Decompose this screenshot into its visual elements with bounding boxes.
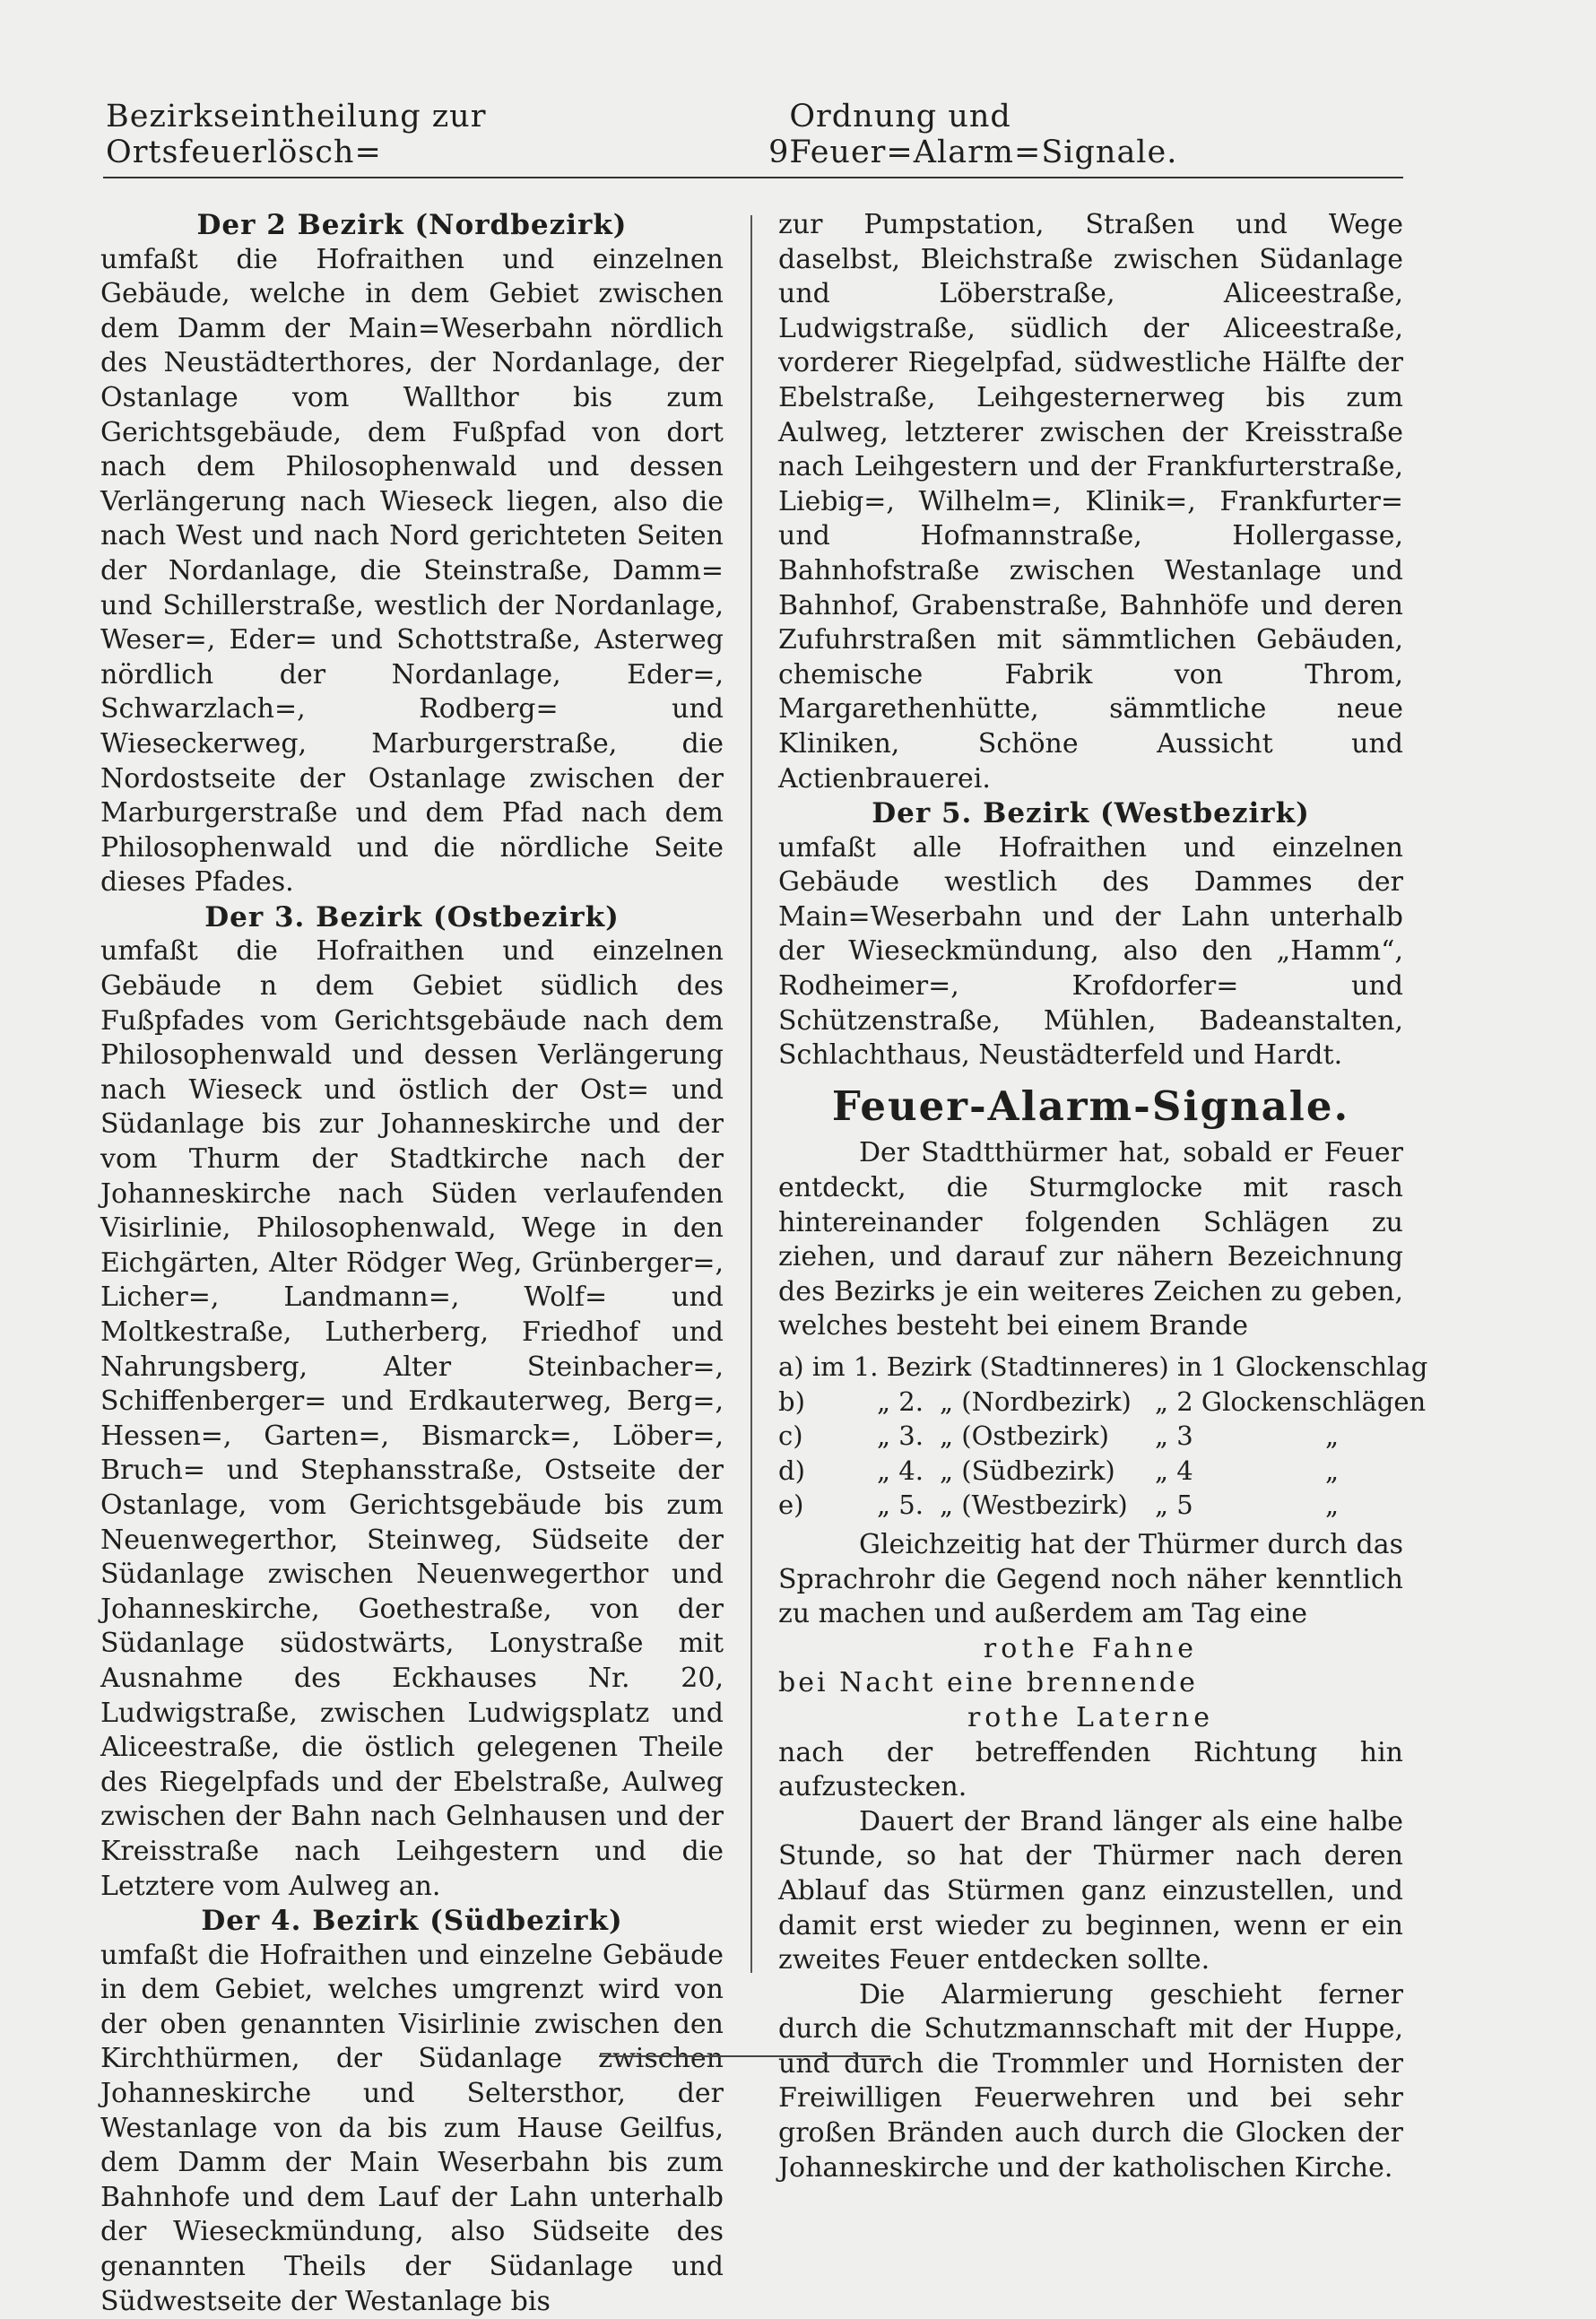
red-flag-line: rothe Fahne bbox=[983, 1632, 1199, 1664]
signal-row-b bbox=[778, 1385, 1427, 1420]
signal-district: „ (Südbezirk) bbox=[940, 1455, 1115, 1486]
column-divider bbox=[750, 215, 752, 1973]
signal-count: „ 3 bbox=[1155, 1420, 1193, 1452]
signal-district: „ (Westbezirk) bbox=[940, 1490, 1128, 1521]
header-left-title: Bezirkseintheilung zur Ortsfeuerlösch= bbox=[106, 99, 487, 170]
running-header bbox=[106, 99, 1406, 170]
district-5-heading: Der 5. Bezirk (Westbezirk) bbox=[872, 797, 1310, 830]
footer-rule bbox=[599, 2055, 890, 2057]
red-lantern-line: rothe Laterne bbox=[967, 1701, 1215, 1733]
signal-row-c bbox=[778, 1419, 1403, 1454]
signal-number: „ 2. bbox=[877, 1385, 924, 1417]
signal-tail: „ bbox=[1325, 1420, 1340, 1452]
signal-count: „ 2 Glockenschlägen bbox=[1155, 1385, 1427, 1417]
signal-list bbox=[778, 1350, 1428, 1523]
district-2-heading: Der 2 Bezirk (Nordbezirk) bbox=[196, 209, 628, 241]
signal-row-e bbox=[778, 1488, 1403, 1523]
direction-text: nach der betreffenden Richtung hin aufzustecken. bbox=[778, 1736, 1403, 1803]
signal-letter: d) bbox=[778, 1455, 805, 1486]
signal-a-text: a) im 1. Bezirk (Stadtinneres) in 1 Glockenschlag bbox=[778, 1351, 1428, 1382]
district-4-text: umfaßt die Hofraithen und einzelne Gebäude in dem Gebiet, welches umgrenzt wird von der oben genannten Visirlinie zwischen den Kirchthürmen, der Südanlage zwischen Johanneskirche und Seltersthor, der Westanlage von da bis zum Hause Geilfus, dem Damm der Main Weserbahn bis zum Bahnhofe und dem Lauf der Lahn unterhalb der Wieseckmündung, also Südseite des genannten Theils der Südanlage und Südwestseite der Westanlage bis bbox=[100, 1939, 724, 2317]
alarm-intro: Der Stadtthürmer hat, sobald er Feuer entdeckt, die Sturmglocke mit rasch hintereinander folgenden Schlägen zu ziehen, und darauf zur nähern Bezeichnung des Bezirks je ein weiteres Zeichen zu geben, welches besteht bei einem Brande bbox=[778, 1137, 1403, 1342]
signal-row-d bbox=[778, 1454, 1403, 1489]
district-5-text: umfaßt alle Hofraithen und einzelnen Gebäude westlich des Dammes der Main=Weserbahn und der Lahn unterhalb der Wieseckmündung, also den „Hamm“, Rodheimer=, Krofdorfer= und Schützenstraße, Mühlen, Badeanstalten, Schlachthaus, Neustädterfeld und Hardt. bbox=[778, 831, 1403, 1072]
page-number: 9 bbox=[768, 135, 790, 170]
night-line: bei Nacht eine brennende bbox=[778, 1667, 1198, 1699]
district-4-text-continued: zur Pumpstation, Straßen und Wege daselbst, Bleichstraße zwischen Südanlage und Löberstraße, Aliceestraße, Ludwigstraße, südlich der Aliceestraße, vorderer Riegelpfad, südwestliche Hälfte der Ebelstraße, Leihgesternerweg bis zum Aulweg, letzterer zwischen der Kreisstraße nach Leihgestern und der Frankfurterstraße, Liebig=, Wilhelm=, Klinik=, Frankfurter= und Hofmannstraße, Hollergasse, Bahnhofstraße zwischen Westanlage und Bahnhof, Grabenstraße, Bahnhöfe und deren Zufuhrstraßen mit sämmtlichen Gebäuden, chemische Fabrik von Throm, Margarethenhütte, sämmtliche neue Kliniken, Schöne Aussicht und Actienbrauerei. bbox=[778, 209, 1403, 795]
signal-tail: „ bbox=[1325, 1490, 1340, 1521]
signal-number: „ 5. bbox=[877, 1490, 924, 1521]
signal-district: „ (Nordbezirk) bbox=[940, 1385, 1132, 1417]
alarm-signals-heading: Feuer-Alarm-Signale. bbox=[831, 1081, 1350, 1130]
signal-number: „ 3. bbox=[877, 1420, 924, 1452]
signal-row-a bbox=[778, 1350, 1428, 1385]
district-3-heading: Der 3. Bezirk (Ostbezirk) bbox=[204, 900, 620, 934]
signal-count: „ 4 bbox=[1155, 1455, 1193, 1486]
district-2-text: umfaßt die Hofraithen und einzelnen Gebäude, welche in dem Gebiet zwischen dem Damm der Main=Weserbahn nördlich des Neustädterthores, der Nordanlage, der Ostanlage vom Wallthor bis zum Gerichtsgebäude, dem Fußpfad von dort nach dem Philosophenwald und dessen Verlängerung nach Wieseck liegen, also die nach West und nach Nord gerichteten Seiten der Nordanlage, die Steinstraße, Damm= und Schillerstraße, westlich der Nordanlage, Weser=, Eder= und Schottstraße, Asterweg nördlich der Nordanlage, Eder=, Schwarzlach=, Rodberg= und Wieseckerweg, Marburgerstraße, die Nordostseite der Ostanlage zwischen der Marburgerstraße und dem Pfad nach dem Philosophenwald und die nördliche Seite dieses Pfades. bbox=[100, 243, 724, 899]
header-rule bbox=[103, 177, 1403, 178]
signal-letter: e) bbox=[778, 1490, 804, 1521]
left-column bbox=[100, 208, 724, 2319]
signal-district: „ (Ostbezirk) bbox=[940, 1420, 1109, 1452]
simultaneous-text: Gleichzeitig hat der Thürmer durch das Sprachrohr die Gegend noch näher kenntlich zu machen und außerdem am Tag eine bbox=[778, 1528, 1403, 1630]
right-column bbox=[778, 208, 1428, 2185]
header-right-title: Ordnung und Feuer=Alarm=Signale. bbox=[789, 99, 1178, 170]
duration-text: Dauert der Brand länger als eine halbe Stunde, so hat der Thürmer nach deren Ablauf das Stürmen ganz einzustellen, und damit erst wieder zu beginnen, wenn er ein zweites Feuer entdecken sollte. bbox=[778, 1805, 1403, 1976]
district-4-heading: Der 4. Bezirk (Südbezirk) bbox=[201, 1905, 623, 1938]
signal-count: „ 5 bbox=[1155, 1490, 1193, 1521]
signal-number: „ 4. bbox=[877, 1455, 924, 1486]
district-3-text: umfaßt die Hofraithen und einzelnen Gebäude n dem Gebiet südlich des Fußpfades vom Gerichtsgebäude nach dem Philosophenwald und dessen Verlängerung nach Wieseck und östlich der Ost= und Südanlage bis zur Johanneskirche und der vom Thurm der Stadtkirche nach der Johanneskirche nach Süden verlaufenden Visirlinie, Philosophenwald, Wege in den Eichgärten, Alter Rödger Weg, Grünberger=, Licher=, Landmann=, Wolf= und Moltkestraße, Lutherberg, Friedhof und Nahrungsberg, Alter Steinbacher=, Schiffenberger= und Erdkauterweg, Berg=, Hessen=, Garten=, Bismarck=, Löber=, Bruch= und Stephansstraße, Ostseite der Ostanlage, vom Gerichtsgebäude bis zum Neuenwegerthor, Steinweg, Südseite der Südanlage zwischen Neuenwegerthor und Johanneskirche, Goethestraße, von der Südanlage südostwärts, Lonystraße mit Ausnahme des Eckhauses Nr. 20, Ludwigstraße, zwischen Ludwigsplatz und Aliceestraße, die östlich gelegenen Theile des Riegelpfads und der Ebelstraße, Aulweg zwischen der Bahn nach Gelnhausen und der Kreisstraße nach Leihgestern und die Letztere vom Aulweg an. bbox=[100, 935, 724, 1902]
signal-tail bbox=[1325, 1385, 1403, 1420]
alarm-means-text: Die Alarmierung geschieht ferner durch die Schutzmannschaft mit der Huppe, und durch die Trommler und Hornisten der Freiwilligen Feuerwehren und bei sehr großen Bränden auch durch die Glocken der Johanneskirche und der katholischen Kirche. bbox=[778, 1978, 1403, 2184]
signal-letter: c) bbox=[778, 1420, 803, 1452]
signal-letter: b) bbox=[778, 1385, 805, 1417]
signal-tail: „ bbox=[1325, 1455, 1340, 1486]
